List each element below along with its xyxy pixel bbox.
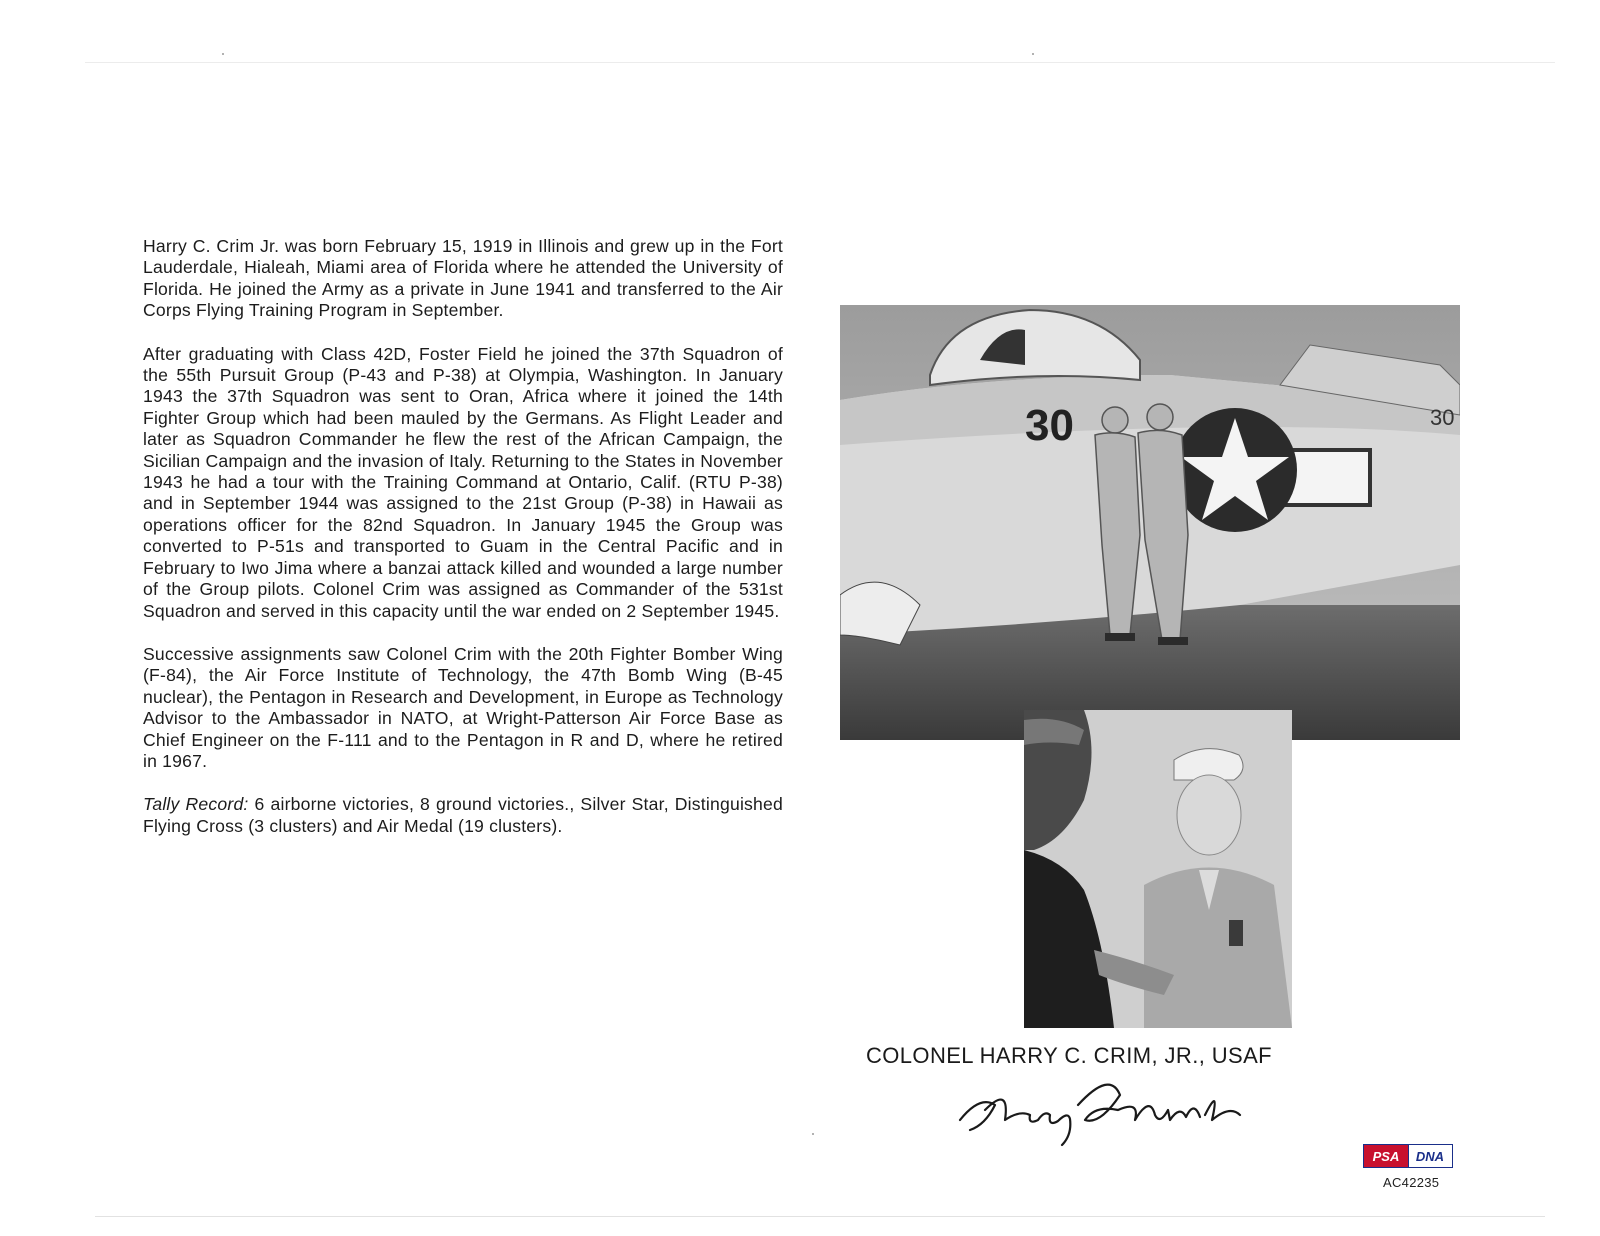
photo-pilots-with-p51	[840, 305, 1460, 740]
top-edge-line	[85, 62, 1555, 63]
signature	[950, 1065, 1270, 1150]
bio-paragraph-early-life: Harry C. Crim Jr. was born February 15, 1919 in Illinois and grew up in the Fort Lauderdale, Hialeah, Miami area of Florida where he attended the University of Florida. He joined the Army as a private in June 1941 and transferred to the Air Corps Flying Training Program in September.	[143, 236, 783, 321]
tally-record-label: Tally Record:	[143, 794, 249, 815]
psa-dna-logo-text	[1364, 1145, 1452, 1167]
dna-text: DNA	[1415, 1149, 1445, 1164]
tally-record-text: 6 airborne victories, 8 ground victories., Silver Star, Distinguished Flying Cross (3 clusters) and Air Medal (19 clusters).	[143, 794, 783, 836]
fuselage-number: 30	[1025, 401, 1074, 450]
biography-text	[143, 236, 783, 859]
dust-speck	[222, 53, 224, 55]
certificate-number: AC42235	[1383, 1175, 1440, 1190]
psa-text: PSA	[1372, 1149, 1400, 1164]
dust-speck	[1032, 53, 1034, 55]
bottom-edge-line	[95, 1216, 1545, 1217]
p51-aircraft-photo	[840, 305, 1460, 740]
photo-caption: COLONEL HARRY C. CRIM, JR., USAF	[866, 1043, 1273, 1068]
portrait-photo	[1024, 710, 1292, 1028]
tail-number: 30	[1430, 405, 1455, 430]
dust-speck	[812, 1133, 814, 1135]
photo-decoration-ceremony	[1024, 710, 1292, 1028]
bio-paragraph-wartime: After graduating with Class 42D, Foster Field he joined the 37th Squadron of the 55th Pursuit Group (P-43 and P-38) at Olympia, Washington. In January 1943 the 37th Squadron was sent to Oran, Africa where it joined the 14th Fighter Group which had been mauled by the Germans. As Flight Leader and later as Squadron Commander he flew the rest of the African Campaign, the Sicilian Campaign and the invasion of Italy. Returning to the States in November 1943 he had a tour with the Training Command at Ontario, Calif. (RTU P-38) and in September 1944 was assigned to the 21st Group (P-38) in Hawaii as operations officer for the 82nd Squadron. In January 1945 the Group was converted to P-51s and transported to Guam in the Central Pacific and in February to Iwo Jima where a banzai attack killed and wounded a large number of the Group pilots. Colonel Crim was assigned as Commander of the 531st Squadron and served in this capacity until the war ended on 2 September 1945.	[143, 343, 783, 621]
bio-paragraph-tally	[143, 794, 783, 837]
psa-dna-logo	[1363, 1144, 1453, 1168]
bio-paragraph-postwar: Successive assignments saw Colonel Crim with the 20th Fighter Bomber Wing (F-84), the Air Force Institute of Technology, the 47th Bomb Wing (B-45 nuclear), the Pentagon in Research and Development, in Europe as Technology Advisor to the Ambassador in NATO, at Wright-Patterson Air Force Base as Chief Engineer on the F-111 and to the Pentagon in R and D, where he retired in 1967.	[143, 643, 783, 771]
